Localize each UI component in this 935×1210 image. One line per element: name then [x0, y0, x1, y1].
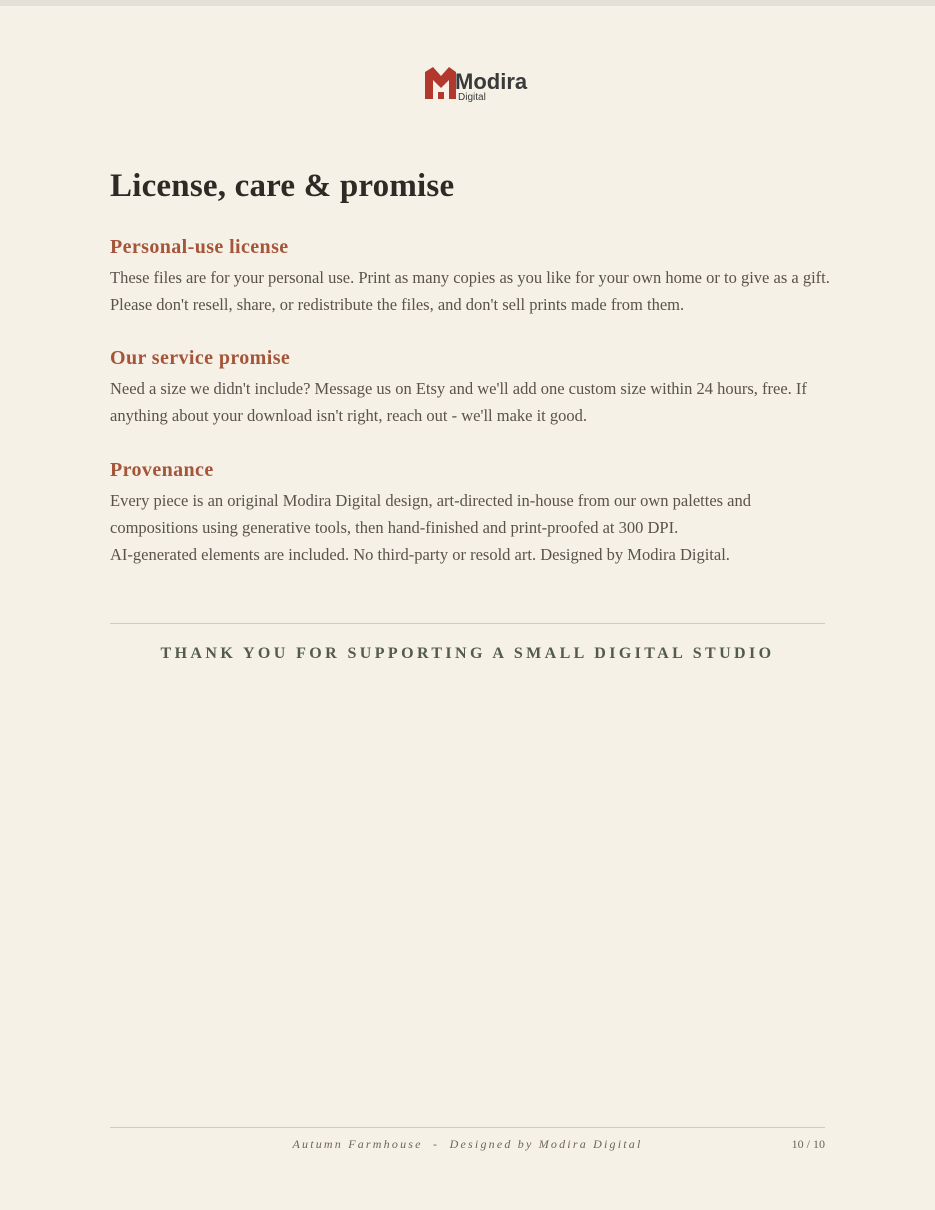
section-heading: Personal-use license — [110, 236, 289, 258]
section-heading: Provenance — [110, 459, 214, 481]
footer-text: Autumn Farmhouse - Designed by Modira Digital — [292, 1137, 643, 1151]
section-service-promise — [110, 345, 830, 429]
logo-subword: Digital — [458, 92, 486, 103]
page-title: License, care & promise — [110, 168, 455, 204]
section-provenance — [110, 457, 830, 568]
top-strip — [0, 0, 935, 6]
footer-divider — [110, 1127, 825, 1128]
modira-logo — [424, 66, 528, 103]
section-body-line: AI-generated elements are included. No third-party or resold art. Designed by Modira Digital. — [110, 545, 730, 564]
section-body: Need a size we didn't include? Message us on Etsy and we'll add one custom size within 24 hours, free. If anything about your download isn't right, reach out - we'll make it good. — [110, 379, 807, 425]
logo-wordmark: Modira — [455, 69, 528, 94]
page-number: 10 / 10 — [791, 1137, 825, 1151]
section-personal-use-license — [110, 234, 830, 318]
section-body — [110, 487, 830, 568]
divider — [110, 623, 825, 624]
section-heading: Our service promise — [110, 347, 291, 369]
section-body: These files are for your personal use. Print as many copies as you like for your own home or to give as a gift. Please don't resell, share, or redistribute the files, and don't sell prints made from them. — [110, 268, 830, 314]
section-body-line: Every piece is an original Modira Digital design, art-directed in-house from our own palettes and compositions using generative tools, then hand-finished and print-proofed at 300 DPI. — [110, 491, 752, 537]
thank-you-message: THANK YOU FOR SUPPORTING A SMALL DIGITAL STUDIO — [160, 645, 775, 662]
